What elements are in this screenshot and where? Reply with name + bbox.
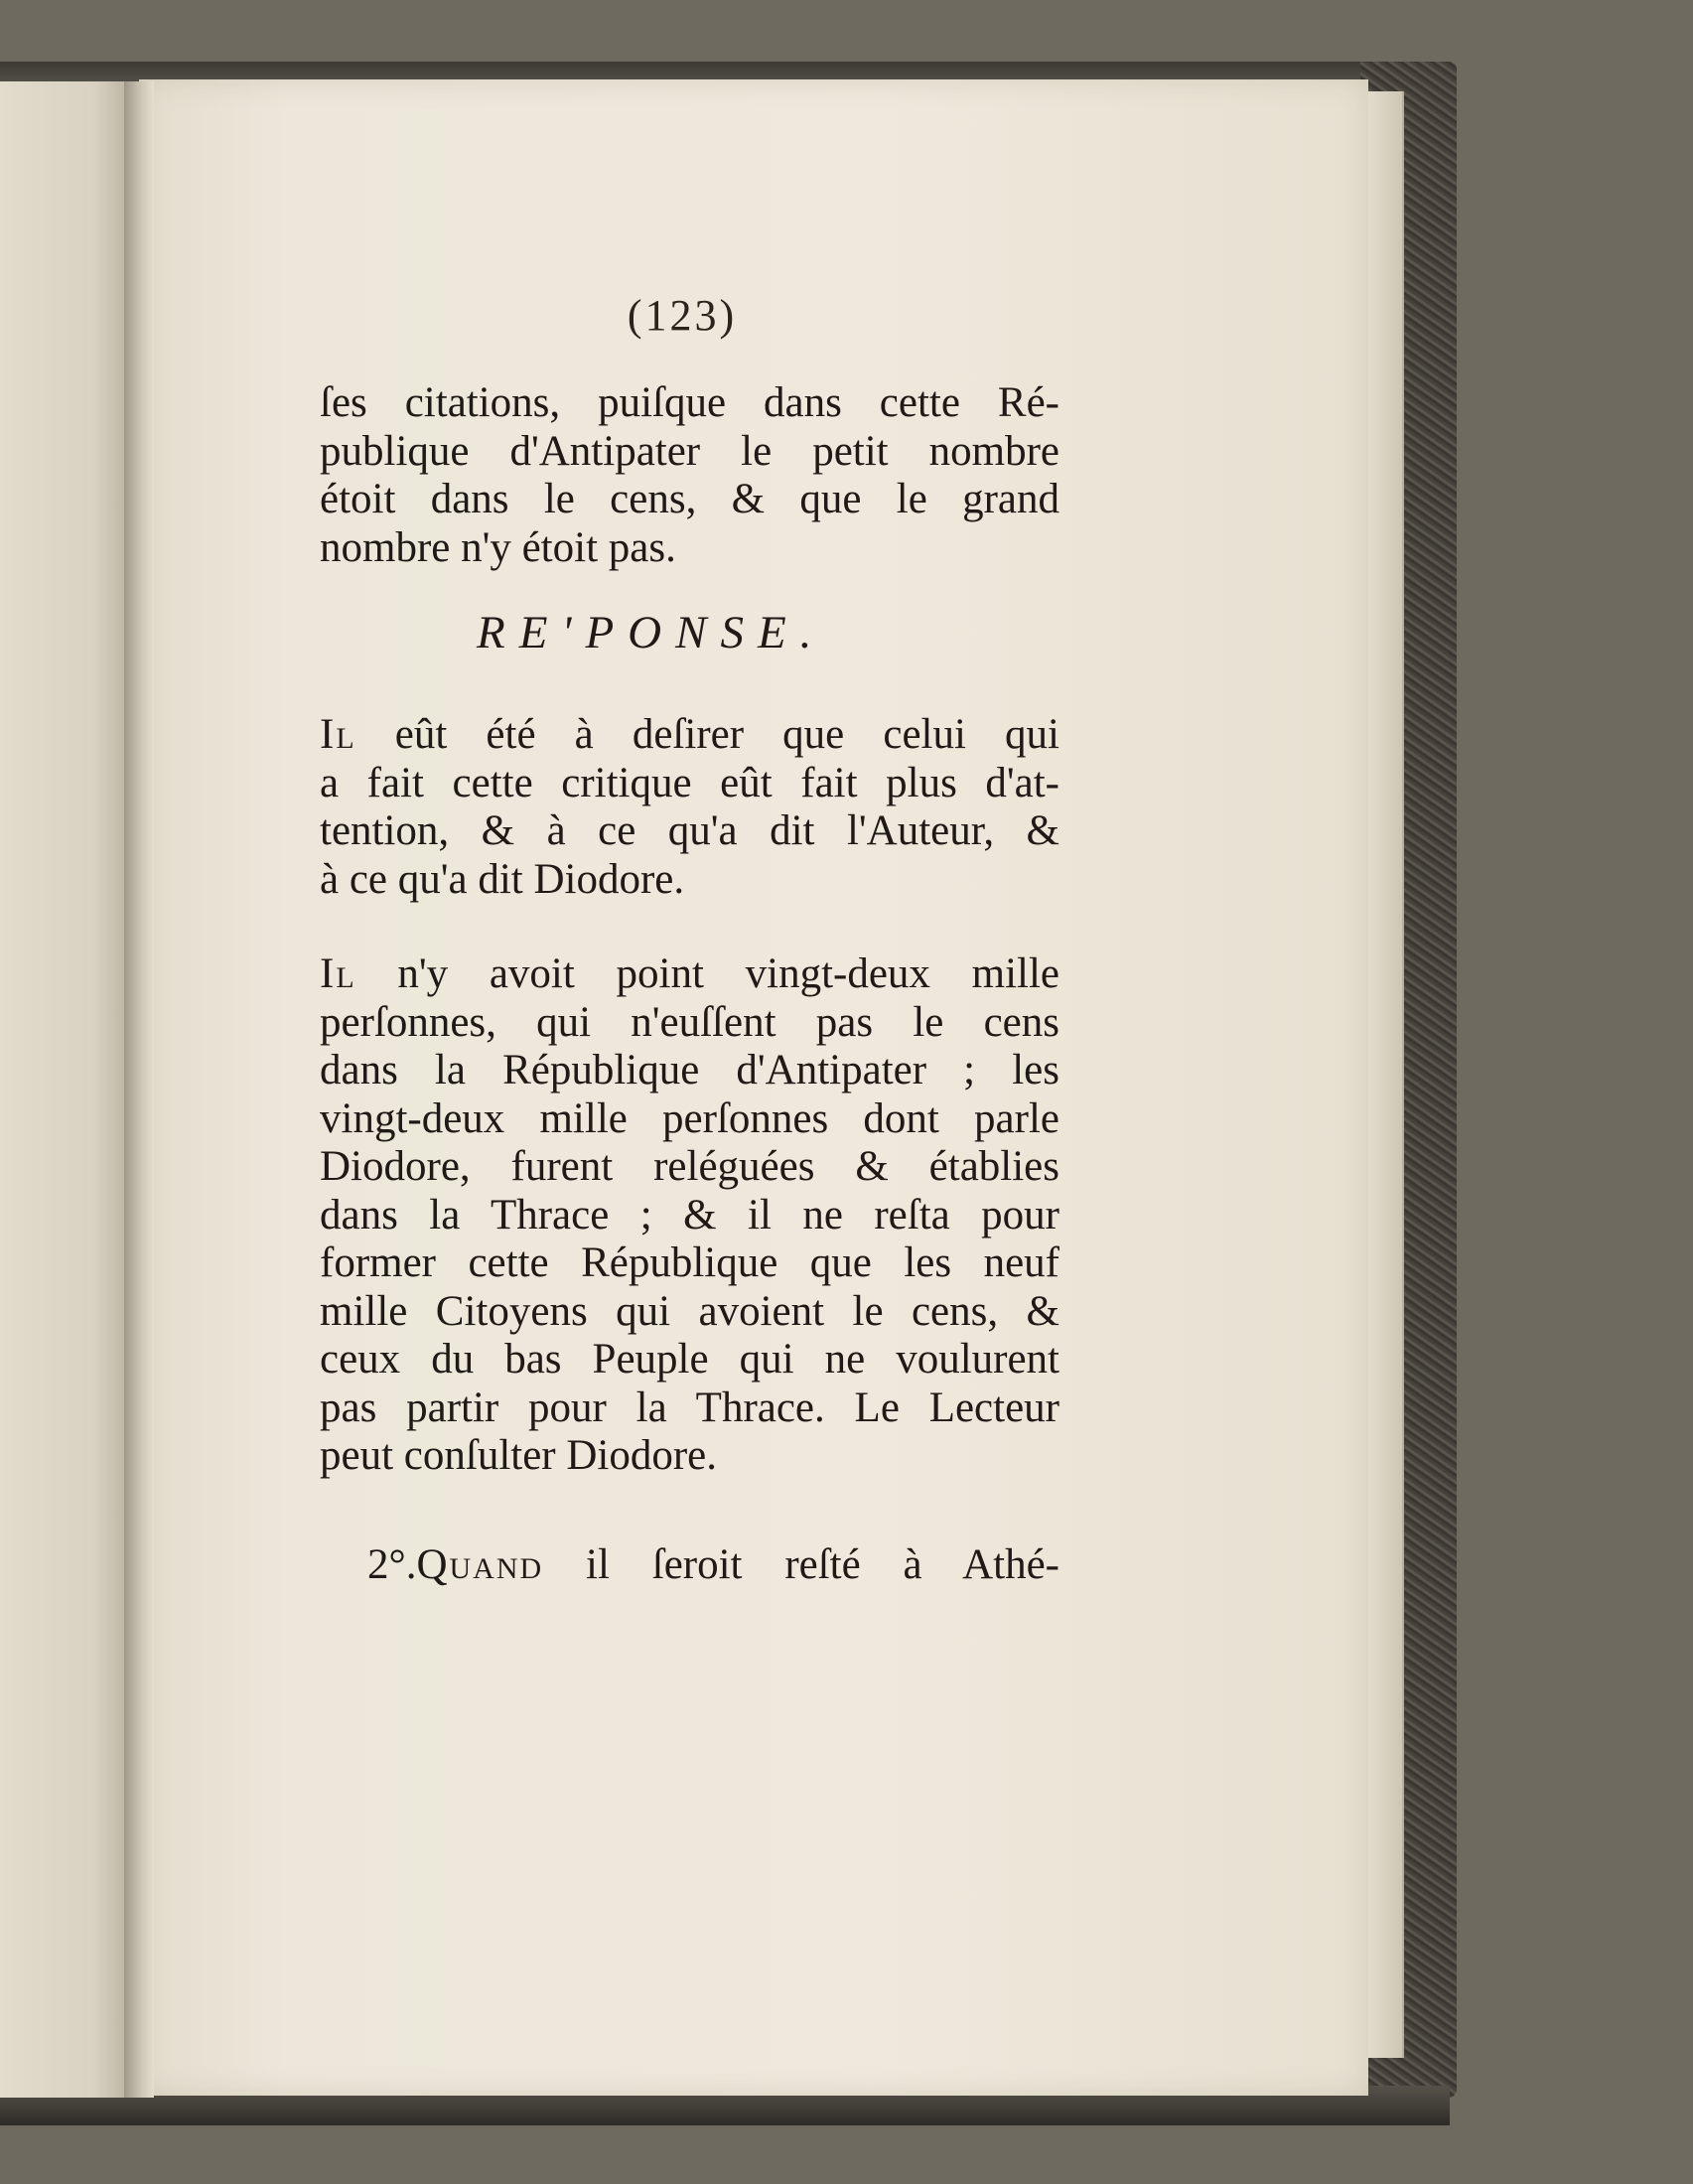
paragraph-1 xyxy=(320,711,1059,904)
text-line: publique d'Antipater le petit nombre xyxy=(320,427,1059,475)
initial-word: Quand xyxy=(416,1541,544,1588)
text-line: perſonnes, qui n'euſſent pas le cens xyxy=(320,998,1059,1046)
text-line: mille Citoyens qui avoient le cens, & xyxy=(320,1287,1059,1335)
text-line: a fait cette critique eût fait plus d'at- xyxy=(320,759,1059,806)
page-number: (123) xyxy=(627,291,738,340)
text-line: 2°.Quand il ſeroit reſté à Athé- xyxy=(367,1541,1060,1588)
gutter-shadow xyxy=(124,81,154,2098)
text-line: former cette République que les neuf xyxy=(320,1239,1059,1286)
text-line: Il eût été à deſirer que celui qui xyxy=(320,711,1059,758)
text-line: dans la République d'Antipater ; les xyxy=(320,1047,1059,1093)
initial-word: Il xyxy=(320,711,356,758)
text-line: étoit dans le cens, & que le grand xyxy=(320,476,1059,522)
left-page xyxy=(0,81,134,2098)
paragraph-3 xyxy=(367,1541,1059,1590)
text-line: tention, & à ce qu'a dit l'Auteur, & xyxy=(320,807,1059,854)
text-line: Diodore, furent reléguées & établies xyxy=(320,1143,1059,1190)
text-line: ſes citations, puiſque dans cette Ré- xyxy=(320,379,1059,426)
initial-word: Il xyxy=(320,950,356,997)
text-line: pas partir pour la Thrace. Le Lecteur xyxy=(320,1383,1059,1431)
page-edge xyxy=(1362,91,1404,2058)
text-line: dans la Thrace ; & il ne reſta pour xyxy=(320,1191,1059,1238)
continuation-paragraph xyxy=(320,379,1059,572)
text-line: Il n'y avoit point vingt-deux mille xyxy=(320,950,1060,997)
section-heading: RE'PONSE. xyxy=(477,607,826,658)
text-line: peut conſulter Diodore. xyxy=(320,1432,718,1479)
text-line: vingt-deux mille perſonnes dont parle xyxy=(320,1094,1059,1142)
text-line: ceux du bas Peuple qui ne voulurent xyxy=(320,1336,1059,1383)
text-line: nombre n'y étoit pas. xyxy=(320,523,676,571)
paragraph-2 xyxy=(320,950,1059,1481)
text-line: à ce qu'a dit Diodore. xyxy=(320,855,685,903)
